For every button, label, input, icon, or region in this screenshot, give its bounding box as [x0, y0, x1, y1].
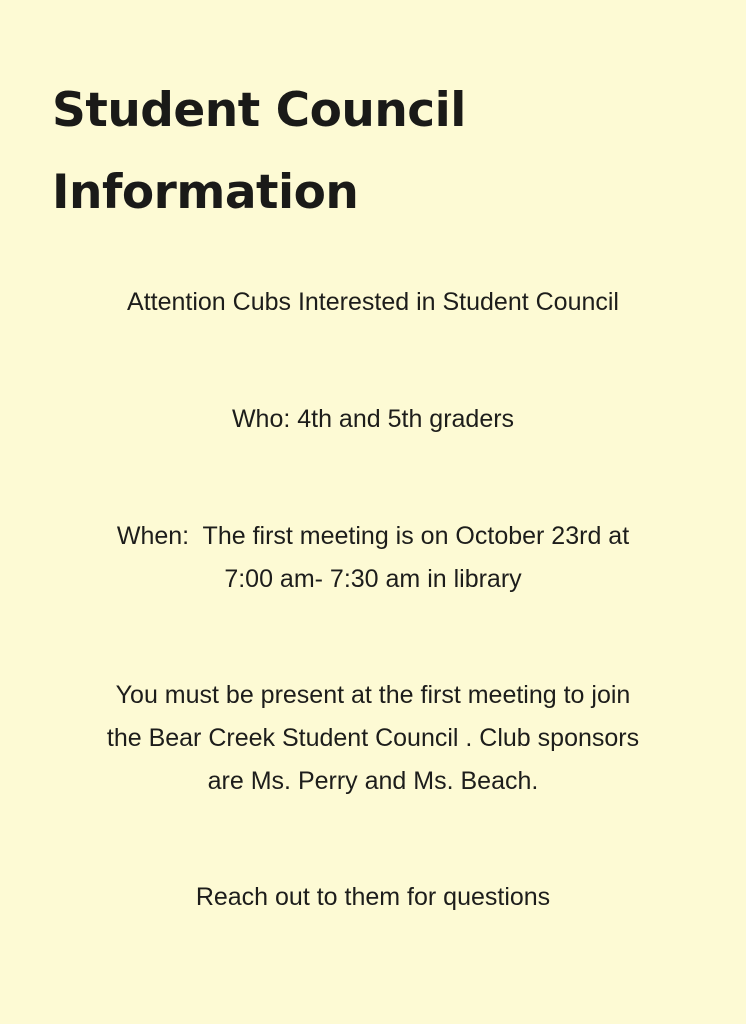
attention-heading: Attention Cubs Interested in Student Council: [127, 288, 619, 316]
when-line-1: When: The first meeting is on October 23rd at: [116, 522, 630, 550]
when-line-2: 7:00 am- 7:30 am in library: [224, 565, 522, 593]
page-title: [52, 70, 672, 234]
title-line-1: Student Council: [52, 83, 466, 138]
who-info: Who: 4th and 5th graders: [231, 405, 515, 433]
contact-note: Reach out to them for questions: [195, 883, 551, 911]
requirement-line-1: You must be present at the first meeting to join: [115, 681, 631, 709]
requirement-line-2: the Bear Creek Student Council . Club sponsors: [106, 724, 640, 752]
attendance-requirement: [0, 674, 746, 803]
when-info: [0, 515, 746, 601]
title-line-2: Information: [52, 165, 359, 220]
requirement-line-3: are Ms. Perry and Ms. Beach.: [207, 767, 539, 795]
